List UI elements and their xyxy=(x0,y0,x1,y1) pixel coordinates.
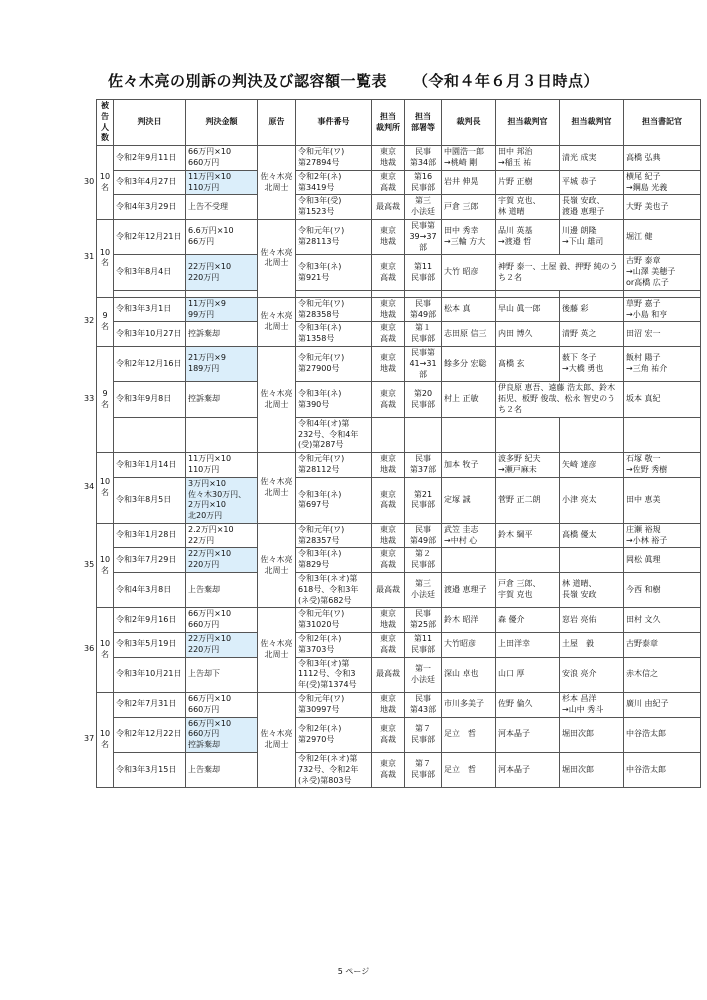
blank-cell xyxy=(560,290,624,297)
judgment-amount: 控訴棄却 xyxy=(186,382,258,417)
judge-1 xyxy=(496,417,560,452)
judge-2: 安浪 亮介 xyxy=(560,657,624,692)
plaintiff: 佐々木亮 北周士 xyxy=(258,146,296,220)
table-row xyxy=(97,322,701,347)
court: 東京 地裁 xyxy=(372,453,405,478)
court: 東京 高裁 xyxy=(372,322,405,347)
presiding-judge: 渡邉 恵理子 xyxy=(442,573,496,608)
department: 第７ 民事部 xyxy=(405,717,442,752)
clerk: 岡松 眞理 xyxy=(624,548,701,573)
judgment-amount: 66万円×10 660万円 xyxy=(186,146,258,171)
case-number: 令和元年(ワ) 第30997号 xyxy=(296,693,372,718)
case-number: 令和3年(オ)第 1112号、令和3 年(受)第1374号 xyxy=(296,657,372,692)
clerk: 中谷浩太郎 xyxy=(624,717,701,752)
judgment-date: 令和3年1月14日 xyxy=(114,453,186,478)
judge-2: 矢崎 達彦 xyxy=(560,453,624,478)
judgment-date: 令和3年5月19日 xyxy=(114,633,186,658)
judgment-amount: 上告不受理 xyxy=(186,195,258,220)
department: 第２ 民事部 xyxy=(405,548,442,573)
clerk: 赤木信之 xyxy=(624,657,701,692)
presiding-judge: 餘多分 宏聡 xyxy=(442,346,496,381)
table-row xyxy=(97,453,701,478)
case-number: 令和3年(ネ) 第921号 xyxy=(296,255,372,290)
judgment-date: 令和3年9月8日 xyxy=(114,382,186,417)
presiding-judge: 中園浩一郎 →桃崎 剛 xyxy=(442,146,496,171)
clerk: 飯村 陽子 →三角 祐介 xyxy=(624,346,701,381)
blank-cell xyxy=(296,290,372,297)
case-number-label: 31 xyxy=(84,252,95,262)
judgment-date: 令和2年12月22日 xyxy=(114,717,186,752)
judgment-date: 令和4年3月8日 xyxy=(114,573,186,608)
table-row xyxy=(97,573,701,608)
case-number-label: 35 xyxy=(84,559,95,569)
judgment-date: 令和2年9月11日 xyxy=(114,146,186,171)
judgment-date: 令和2年12月21日 xyxy=(114,219,186,254)
case-number-label: 33 xyxy=(84,393,95,403)
judge-1: 早山 眞一郎 xyxy=(496,297,560,322)
presiding-judge: 戸倉 三郎 xyxy=(442,195,496,220)
clerk xyxy=(624,417,701,452)
table-row xyxy=(97,290,701,297)
table-row xyxy=(97,255,701,290)
presiding-judge: 村上 正敏 xyxy=(442,382,496,417)
department: 第１ 民事部 xyxy=(405,322,442,347)
column-header: 担当裁判官 xyxy=(560,100,624,146)
court: 東京 地裁 xyxy=(372,346,405,381)
clerk: 古野泰章 xyxy=(624,633,701,658)
table-row xyxy=(97,346,701,381)
department: 第三 小法廷 xyxy=(405,195,442,220)
clerk: 坂本 真紀 xyxy=(624,382,701,417)
plaintiff: 佐々木亮 北周士 xyxy=(258,346,296,452)
judge-1: 田中 邦治 →稲玉 祐 xyxy=(496,146,560,171)
judgment-amount: 6.6万円×10 66万円 xyxy=(186,219,258,254)
judgment-amount: 控訴棄却 xyxy=(186,322,258,347)
clerk: 高橋 弘典 xyxy=(624,146,701,171)
judgment-date: 令和2年12月16日 xyxy=(114,346,186,381)
judge-1: 菅野 正二朗 xyxy=(496,477,560,523)
court: 東京 地裁 xyxy=(372,297,405,322)
judge-2: 小津 亮太 xyxy=(560,477,624,523)
defendant-count: 10 名 xyxy=(97,219,114,297)
court: 東京 高裁 xyxy=(372,633,405,658)
column-header: 事件番号 xyxy=(296,100,372,146)
judge-2: 清野 英之 xyxy=(560,322,624,347)
judge-1 xyxy=(496,548,560,573)
judge-1: 河本晶子 xyxy=(496,753,560,788)
case-number-label: 34 xyxy=(84,482,95,491)
judge-2: 後藤 彩 xyxy=(560,297,624,322)
court: 東京 地裁 xyxy=(372,608,405,633)
blank-cell xyxy=(372,290,405,297)
judge-2: 平城 恭子 xyxy=(560,170,624,195)
judge-1: 片野 正樹 xyxy=(496,170,560,195)
judgment-date: 令和3年3月15日 xyxy=(114,753,186,788)
court: 東京 高裁 xyxy=(372,717,405,752)
presiding-judge xyxy=(442,417,496,452)
case-number: 令和2年(ネ) 第3419号 xyxy=(296,170,372,195)
judge-1: 波多野 紀夫 →瀬戸麻未 xyxy=(496,453,560,478)
case-number: 令和元年(ワ) 第27894号 xyxy=(296,146,372,171)
presiding-judge: 松本 真 xyxy=(442,297,496,322)
judgment-date: 令和3年3月1日 xyxy=(114,297,186,322)
blank-cell xyxy=(442,290,496,297)
judgment-amount: 2.2万円×10 22万円 xyxy=(186,523,258,548)
judge-1: 髙橋 玄 xyxy=(496,346,560,381)
department: 民事 第49部 xyxy=(405,297,442,322)
judgment-amount xyxy=(186,417,258,452)
case-number: 令和3年(ネ) 第697号 xyxy=(296,477,372,523)
presiding-judge: 足立 哲 xyxy=(442,753,496,788)
case-number: 令和元年(ワ) 第28113号 xyxy=(296,219,372,254)
court: 最高裁 xyxy=(372,657,405,692)
department: 第21 民事部 xyxy=(405,477,442,523)
table-row xyxy=(97,219,701,254)
blank-cell xyxy=(186,290,258,297)
judge-1: 神野 泰一、土屋 毅、押野 純のうち２名 xyxy=(496,255,624,290)
column-header: 担当書記官 xyxy=(624,100,701,146)
table-row xyxy=(97,548,701,573)
department: 第７ 民事部 xyxy=(405,753,442,788)
presiding-judge: 大竹昭彦 xyxy=(442,633,496,658)
blank-cell xyxy=(114,290,186,297)
judgment-date: 令和3年8月4日 xyxy=(114,255,186,290)
title-date: （令和４年６月３日時点） xyxy=(413,72,600,90)
judgment-date: 令和2年9月16日 xyxy=(114,608,186,633)
defendant-count: 10 名 xyxy=(97,693,114,788)
table-row xyxy=(97,608,701,633)
presiding-judge: 大竹 昭彦 xyxy=(442,255,496,290)
clerk: 横尾 紀子 →鋼島 光義 xyxy=(624,170,701,195)
column-header: 担当 裁判所 xyxy=(372,100,405,146)
case-number: 令和2年(ネ) 第3703号 xyxy=(296,633,372,658)
case-number: 令和元年(ワ) 第31020号 xyxy=(296,608,372,633)
column-header: 判決日 xyxy=(114,100,186,146)
clerk: 今西 和樹 xyxy=(624,573,701,608)
presiding-judge: 定塚 誠 xyxy=(442,477,496,523)
clerk: 田沼 宏一 xyxy=(624,322,701,347)
court: 東京 高裁 xyxy=(372,170,405,195)
judge-1: 上田洋幸 xyxy=(496,633,560,658)
case-number: 令和3年(受) 第1523号 xyxy=(296,195,372,220)
judge-2: 川邊 朗隆 →下山 雄司 xyxy=(560,219,624,254)
clerk: 大野 美也子 xyxy=(624,195,701,220)
court: 東京 高裁 xyxy=(372,548,405,573)
table-row xyxy=(97,297,701,322)
case-number: 令和4年(オ)第 232号、令和4年 (受)第287号 xyxy=(296,417,372,452)
judge-2: 土屋 毅 xyxy=(560,633,624,658)
column-header: 被告 人数 xyxy=(97,100,114,146)
judgment-amount: 21万円×9 189万円 xyxy=(186,346,258,381)
judgment-date xyxy=(114,417,186,452)
department: 第11 民事部 xyxy=(405,255,442,290)
clerk: 石塚 敬一 →佐野 秀樹 xyxy=(624,453,701,478)
judgment-amount: 66万円×10 660万円 xyxy=(186,693,258,718)
judgment-amount: 11万円×10 110万円 xyxy=(186,170,258,195)
department: 民事 第34部 xyxy=(405,146,442,171)
clerk: 古野 泰章 →山澤 美穂子 or高橋 広子 xyxy=(624,255,701,290)
department: 第16 民事部 xyxy=(405,170,442,195)
judge-2: 堀田次郎 xyxy=(560,717,624,752)
judgment-amount: 22万円×10 220万円 xyxy=(186,255,258,290)
table-row xyxy=(97,417,701,452)
plaintiff: 佐々木亮 北周士 xyxy=(258,693,296,788)
department: 民事 第25部 xyxy=(405,608,442,633)
judgment-amount: 上告棄却 xyxy=(186,573,258,608)
table-row xyxy=(97,753,701,788)
court: 東京 高裁 xyxy=(372,382,405,417)
header-row xyxy=(97,100,701,146)
column-header: 担当 部署等 xyxy=(405,100,442,146)
judgment-date: 令和3年10月27日 xyxy=(114,322,186,347)
judge-2: 窓岩 亮佑 xyxy=(560,608,624,633)
column-header: 判決金額 xyxy=(186,100,258,146)
judge-2: 薮下 冬子 →大橋 勇也 xyxy=(560,346,624,381)
case-number: 令和3年(ネオ)第 618号、令和3年 (ネ受)第682号 xyxy=(296,573,372,608)
presiding-judge: 岩井 伸晃 xyxy=(442,170,496,195)
judge-1: 品川 英基 →渡邉 哲 xyxy=(496,219,560,254)
court: 東京 地裁 xyxy=(372,146,405,171)
court xyxy=(372,417,405,452)
judgment-date: 令和2年7月31日 xyxy=(114,693,186,718)
judgment-date: 令和3年10月21日 xyxy=(114,657,186,692)
judgment-amount: 66万円×10 660万円 控訴棄却 xyxy=(186,717,258,752)
judge-2: 高橋 優太 xyxy=(560,523,624,548)
court: 東京 地裁 xyxy=(372,523,405,548)
plaintiff: 佐々木亮 北周士 xyxy=(258,608,296,693)
judgment-amount: 22万円×10 220万円 xyxy=(186,548,258,573)
clerk: 庄瀬 裕規 →小林 裕子 xyxy=(624,523,701,548)
case-number: 令和3年(ネ) 第829号 xyxy=(296,548,372,573)
table-row xyxy=(97,717,701,752)
department: 民事第 41→31部 xyxy=(405,346,442,381)
court: 東京 高裁 xyxy=(372,753,405,788)
case-number-label: 37 xyxy=(84,734,95,744)
presiding-judge xyxy=(442,548,496,573)
department xyxy=(405,417,442,452)
presiding-judge: 足立 哲 xyxy=(442,717,496,752)
department: 第11 民事部 xyxy=(405,633,442,658)
table-row xyxy=(97,170,701,195)
table-row xyxy=(97,195,701,220)
judge-1: 河本晶子 xyxy=(496,717,560,752)
table-row xyxy=(97,523,701,548)
case-number: 令和元年(ワ) 第28357号 xyxy=(296,523,372,548)
table-body xyxy=(97,146,701,788)
judge-2: 堀田次郎 xyxy=(560,753,624,788)
presiding-judge: 武笠 圭志 →中村 心 xyxy=(442,523,496,548)
case-number: 令和3年(ネ) 第1358号 xyxy=(296,322,372,347)
blank-cell xyxy=(496,290,560,297)
page-number: 5 ページ xyxy=(337,967,370,976)
case-number-label: 36 xyxy=(84,644,95,654)
defendant-count: 10 名 xyxy=(97,146,114,220)
case-number-label: 30 xyxy=(84,176,95,186)
judgment-date: 令和3年8月5日 xyxy=(114,477,186,523)
title-main: 佐々木亮の別訴の判決及び認容額一覧表 xyxy=(107,72,387,90)
judge-2: 杉本 昌洋 →山中 秀斗 xyxy=(560,693,624,718)
judge-1: 山口 厚 xyxy=(496,657,560,692)
judgment-amount: 上告却下 xyxy=(186,657,258,692)
blank-cell xyxy=(405,290,442,297)
judgment-amount: 11万円×9 99万円 xyxy=(186,297,258,322)
clerk: 田村 文久 xyxy=(624,608,701,633)
judge-2 xyxy=(560,417,624,452)
judge-2: 清光 成実 xyxy=(560,146,624,171)
plaintiff: 佐々木亮 北周士 xyxy=(258,453,296,524)
case-number: 令和元年(ワ) 第28358号 xyxy=(296,297,372,322)
defendant-count: 10 名 xyxy=(97,523,114,608)
table-row xyxy=(97,382,701,417)
judge-1: 佐野 倫久 xyxy=(496,693,560,718)
defendant-count: 10 名 xyxy=(97,608,114,693)
judgment-date: 令和3年7月29日 xyxy=(114,548,186,573)
judgment-amount: 3万円×10 佐々木30万円、 2万円×10 北20万円 xyxy=(186,477,258,523)
judgment-amount: 11万円×10 110万円 xyxy=(186,453,258,478)
judgment-date: 令和4年3月29日 xyxy=(114,195,186,220)
clerk: 廣川 由紀子 xyxy=(624,693,701,718)
case-number: 令和元年(ワ) 第28112号 xyxy=(296,453,372,478)
judge-1: 宇賀 克也、 林 道晴 xyxy=(496,195,560,220)
judgment-date: 令和3年1月28日 xyxy=(114,523,186,548)
column-header: 原告 xyxy=(258,100,296,146)
court: 東京 地裁 xyxy=(372,693,405,718)
judge-2: 林 道晴、 長嶺 安政 xyxy=(560,573,624,608)
defendant-count: 9 名 xyxy=(97,346,114,452)
plaintiff: 佐々木亮 北周士 xyxy=(258,297,296,346)
court: 東京 地裁 xyxy=(372,219,405,254)
judgment-amount: 66万円×10 660万円 xyxy=(186,608,258,633)
judgment-amount: 上告棄却 xyxy=(186,753,258,788)
department: 第一 小法廷 xyxy=(405,657,442,692)
court: 最高裁 xyxy=(372,573,405,608)
department: 民事 第37部 xyxy=(405,453,442,478)
table-row xyxy=(97,477,701,523)
case-number: 令和2年(ネ) 第2970号 xyxy=(296,717,372,752)
judgment-table xyxy=(96,99,701,788)
judgment-date: 令和3年4月27日 xyxy=(114,170,186,195)
judge-1: 森 優介 xyxy=(496,608,560,633)
department: 第三 小法廷 xyxy=(405,573,442,608)
judge-2: 長嶺 安政、 渡邉 恵理子 xyxy=(560,195,624,220)
court: 東京 高裁 xyxy=(372,255,405,290)
defendant-count: 9 名 xyxy=(97,297,114,346)
presiding-judge: 市川多美子 xyxy=(442,693,496,718)
column-header: 裁判長 xyxy=(442,100,496,146)
table-row xyxy=(97,693,701,718)
table-row xyxy=(97,146,701,171)
column-header: 担当裁判官 xyxy=(496,100,560,146)
page-title xyxy=(0,70,707,91)
table-row xyxy=(97,657,701,692)
clerk: 堀江 健 xyxy=(624,219,701,254)
judge-1: 鈴木 綱平 xyxy=(496,523,560,548)
presiding-judge: 加本 牧子 xyxy=(442,453,496,478)
case-number-label: 32 xyxy=(84,315,95,325)
defendant-count: 10 名 xyxy=(97,453,114,524)
presiding-judge: 田中 秀幸 →三輪 方大 xyxy=(442,219,496,254)
plaintiff: 佐々木亮 北周士 xyxy=(258,219,296,297)
department: 民事 第49部 xyxy=(405,523,442,548)
table-row xyxy=(97,633,701,658)
department: 第20 民事部 xyxy=(405,382,442,417)
clerk: 中谷浩太郎 xyxy=(624,753,701,788)
judge-1: 内田 博久 xyxy=(496,322,560,347)
presiding-judge: 鈴木 昭洋 xyxy=(442,608,496,633)
judge-2 xyxy=(560,548,624,573)
clerk: 草野 嘉子 →小島 和亨 xyxy=(624,297,701,322)
case-number: 令和元年(ワ) 第27900号 xyxy=(296,346,372,381)
court: 最高裁 xyxy=(372,195,405,220)
plaintiff: 佐々木亮 北周士 xyxy=(258,523,296,608)
blank-cell xyxy=(624,290,701,297)
department: 民事第 39→37部 xyxy=(405,219,442,254)
court: 東京 高裁 xyxy=(372,477,405,523)
presiding-judge: 深山 卓也 xyxy=(442,657,496,692)
judge-1: 戸倉 三郎、 宇賀 克也 xyxy=(496,573,560,608)
clerk: 田中 恵美 xyxy=(624,477,701,523)
department: 民事 第43部 xyxy=(405,693,442,718)
case-number: 令和2年(ネオ)第 732号、令和2年 (ネ受)第803号 xyxy=(296,753,372,788)
judge-1: 伊良原 恵吾、遠藤 浩太郎、鈴木 拓児、板野 俊哉、松永 智史のうち２名 xyxy=(496,382,624,417)
presiding-judge: 志田原 信三 xyxy=(442,322,496,347)
case-number: 令和3年(ネ) 第390号 xyxy=(296,382,372,417)
judgment-amount: 22万円×10 220万円 xyxy=(186,633,258,658)
